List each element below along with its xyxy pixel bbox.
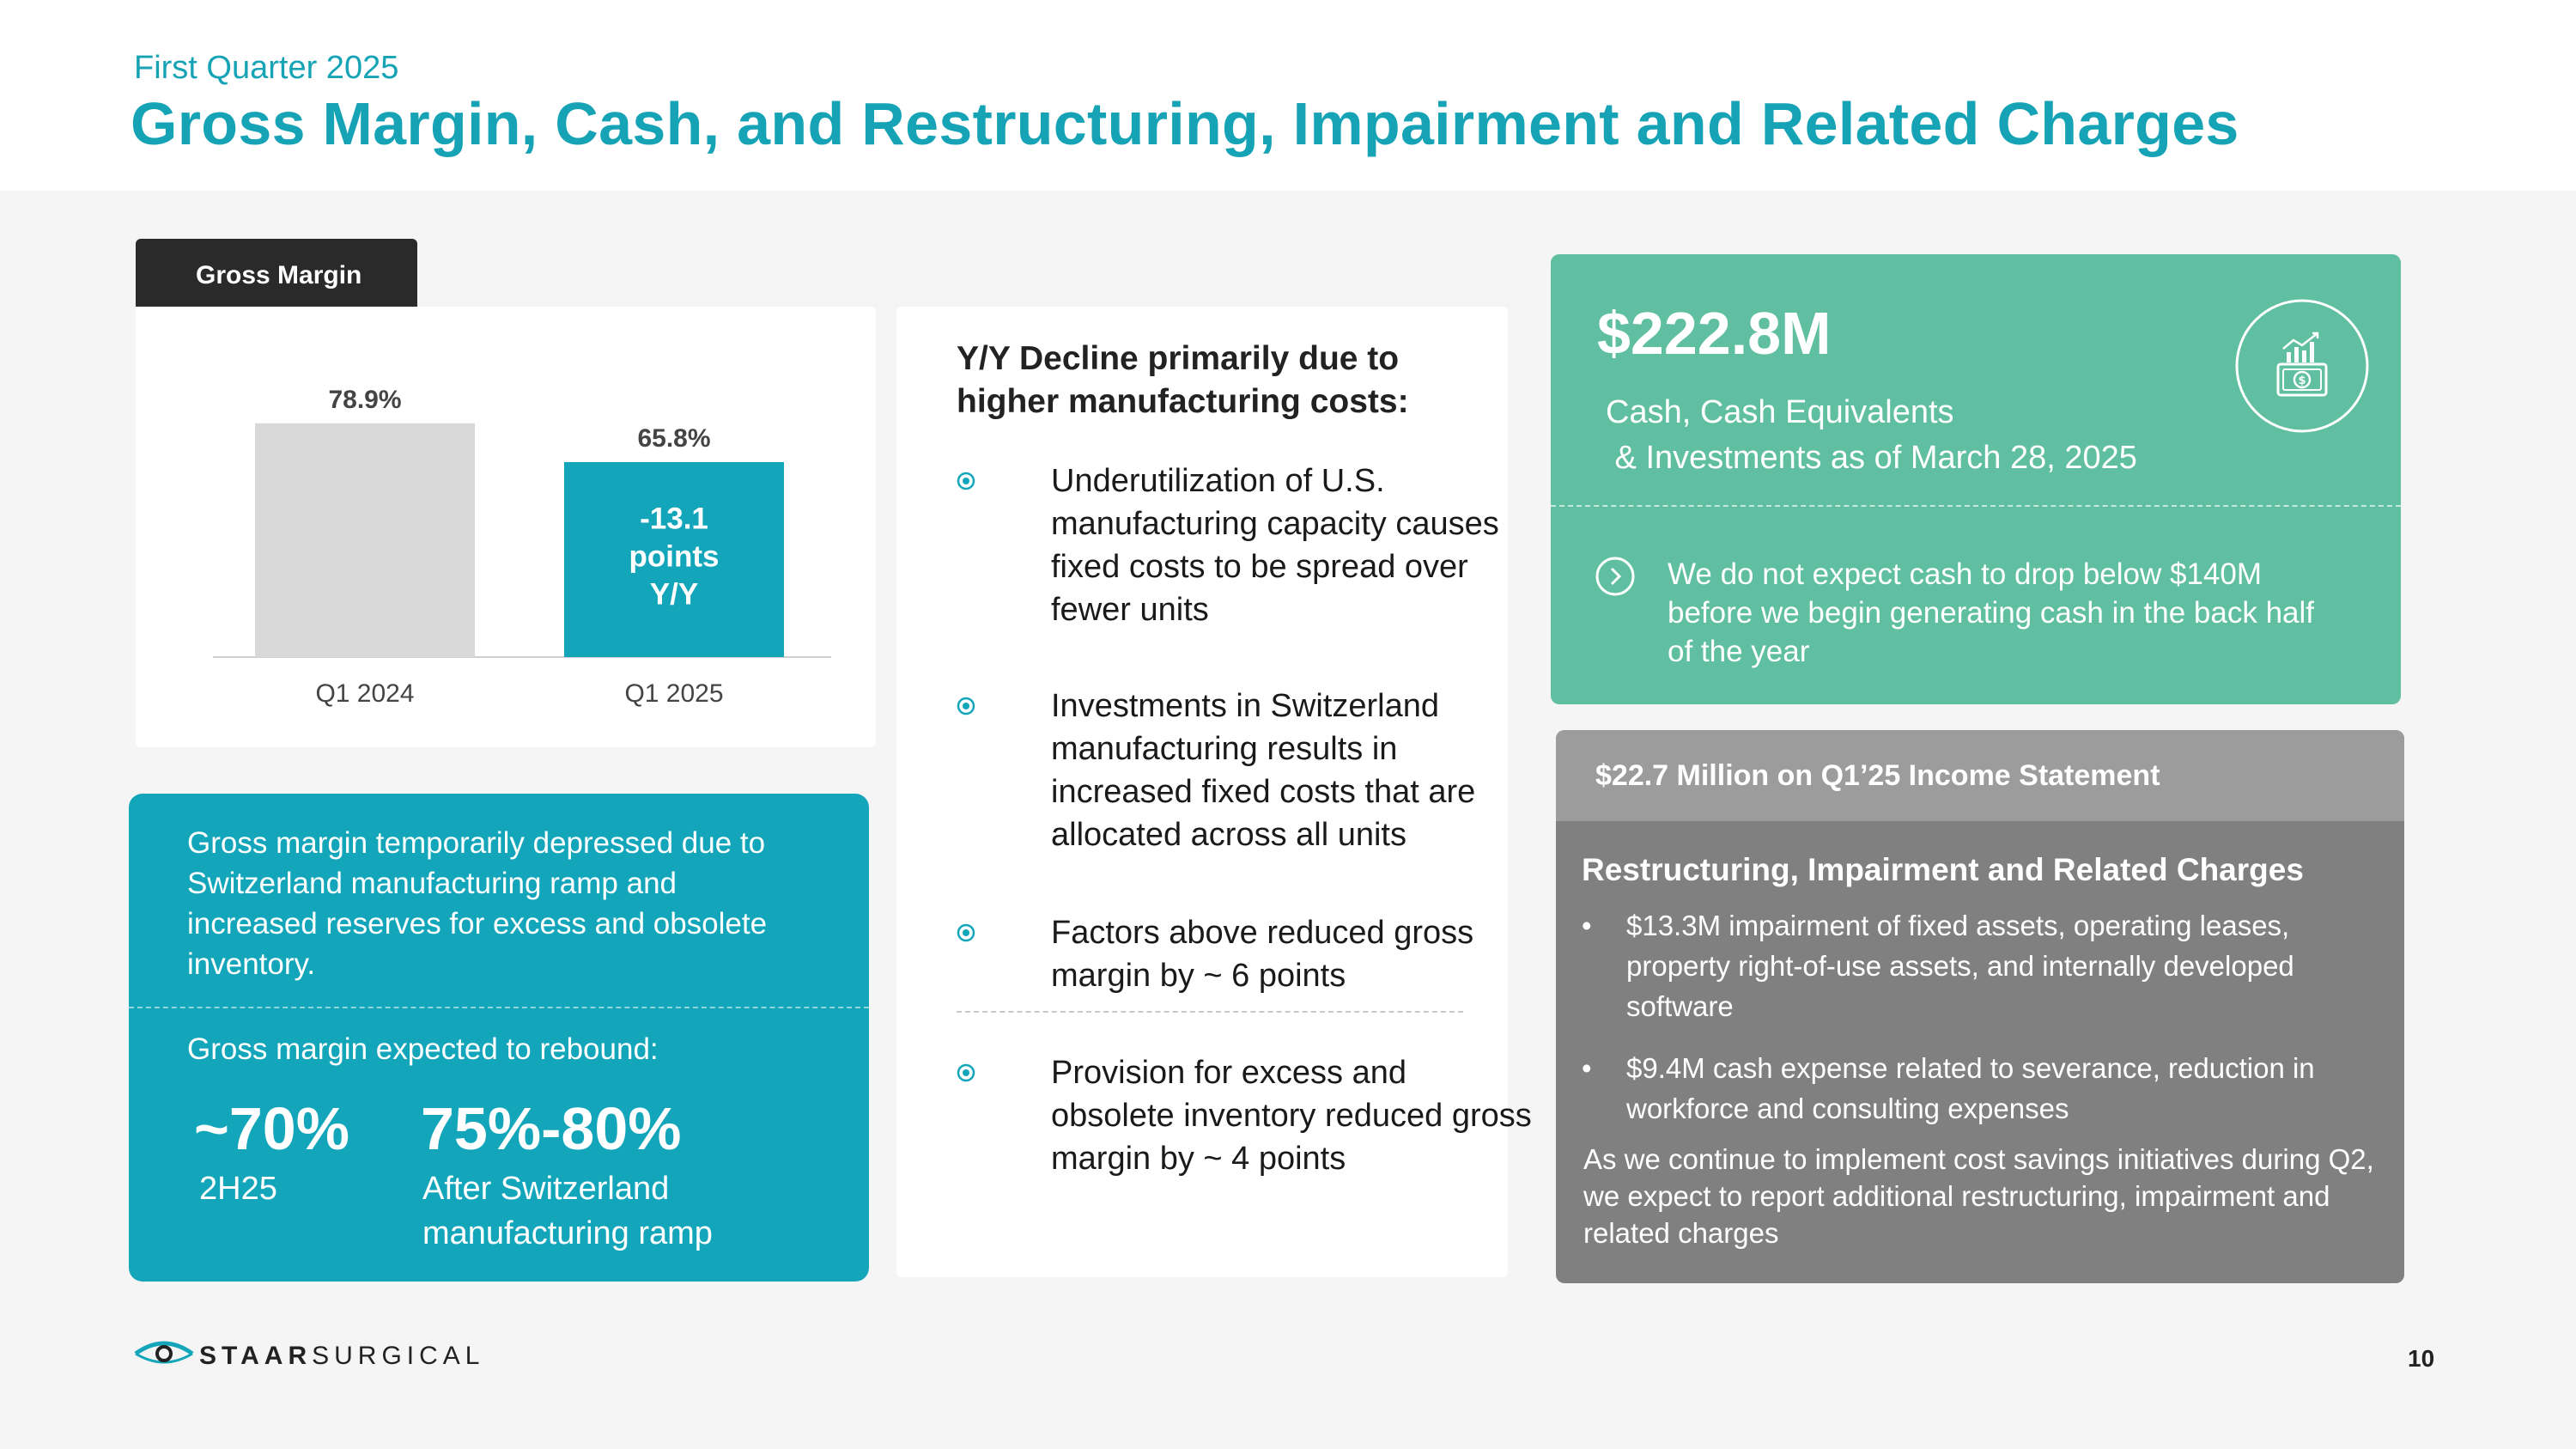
cash-card: [1551, 254, 2401, 704]
gross-margin-note: Gross margin temporarily depressed due to Switzerland manufacturing ramp and increased reserves for excess and obsolete inventory.: [187, 826, 768, 981]
restructuring-banner-text: $22.7 Million on Q1’25 Income Statement: [1595, 759, 2160, 792]
cash-outlook-note: We do not expect cash to drop below $140M before we begin generating cash in the back half of the year: [1668, 557, 2315, 668]
chevron-right-icon: [1594, 555, 1637, 598]
cash-value: $222.8M: [1597, 300, 1832, 367]
staar-eye-logo-icon: [134, 1336, 194, 1371]
divider: [1551, 505, 2401, 507]
decline-heading: Y/Y Decline primarily due to higher manufacturing costs:: [957, 340, 1409, 420]
data-label: 78.9%: [328, 385, 402, 414]
bullet-text: Factors above reduced gross margin by ~ 6 points: [1051, 915, 1474, 994]
target-caption-2h25: 2H25: [199, 1171, 277, 1207]
target-caption-post-ramp: After Switzerland manufacturing ramp: [422, 1171, 713, 1251]
gross-margin-chart: [136, 307, 876, 747]
slide-title: Gross Margin, Cash, and Restructuring, Impairment and Related Charges: [131, 90, 2239, 157]
logo-light: SURGICAL: [312, 1342, 485, 1370]
bar-annotation: -13.1: [640, 502, 708, 536]
cash-label: Cash, Cash Equivalents & Investments as of March 28, 2025: [1606, 394, 2137, 476]
target-value-2h25: ~70%: [194, 1095, 349, 1162]
logo-bold: STAAR: [199, 1342, 313, 1370]
target-bullet-icon: [957, 1063, 975, 1082]
decline-reasons-card: [896, 307, 1532, 1277]
data-label: 65.8%: [637, 423, 711, 453]
divider: [129, 1007, 869, 1008]
bullet-dot: •: [1582, 1052, 1592, 1084]
bullet-text: Provision for excess and obsolete inventory reduced gross margin by ~ 4 points: [1051, 1055, 1532, 1177]
restructuring-banner: [1556, 730, 2404, 821]
header-band: [0, 0, 2576, 191]
gross-margin-outlook-box: [129, 794, 869, 1282]
target-bullet-icon: [957, 923, 975, 942]
tick-label: Q1 2025: [624, 679, 724, 708]
restructuring-footer: As we continue to implement cost savings initiatives during Q2, we expect to report additional restructuring, impairment and related charges: [1583, 1143, 2374, 1249]
gross-margin-chart-svg: [136, 307, 876, 747]
bar-annotation: Y/Y: [649, 577, 699, 612]
target-bullet-icon: [957, 472, 975, 490]
svg-text:$: $: [2298, 374, 2306, 387]
bar-q1-2024: [255, 423, 475, 657]
tick-label: Q1 2024: [315, 679, 415, 708]
bar-annotation: points: [629, 539, 720, 574]
gross-margin-tab: Gross Margin: [136, 239, 417, 307]
bullet-text: Underutilization of U.S. manufacturing capacity causes fixed costs to be spread over fewer units: [1051, 463, 1499, 628]
target-bullet-icon: [957, 697, 975, 715]
rebound-label: Gross margin expected to rebound:: [187, 1032, 659, 1066]
company-logo-text: [199, 1342, 484, 1371]
bullet-dot: •: [1582, 910, 1592, 941]
page-number: 10: [2408, 1345, 2435, 1372]
restructuring-card: [1556, 730, 2404, 1283]
restructuring-heading: Restructuring, Impairment and Related Charges: [1582, 852, 2304, 887]
bullet-text: $13.3M impairment of fixed assets, operating leases, property right-of-use assets, and internally developed software: [1626, 910, 2294, 1022]
bullet-text: $9.4M cash expense related to severance, reduction in workforce and consulting expenses: [1626, 1052, 2315, 1124]
target-value-post-ramp: 75%-80%: [421, 1095, 682, 1162]
slide-subtitle: First Quarter 2025: [134, 50, 399, 86]
bullet-text: Investments in Switzerland manufacturing results in increased fixed costs that are allocated across all units: [1051, 688, 1476, 853]
money-growth-icon: [2233, 297, 2371, 435]
divider: [957, 1011, 1463, 1013]
